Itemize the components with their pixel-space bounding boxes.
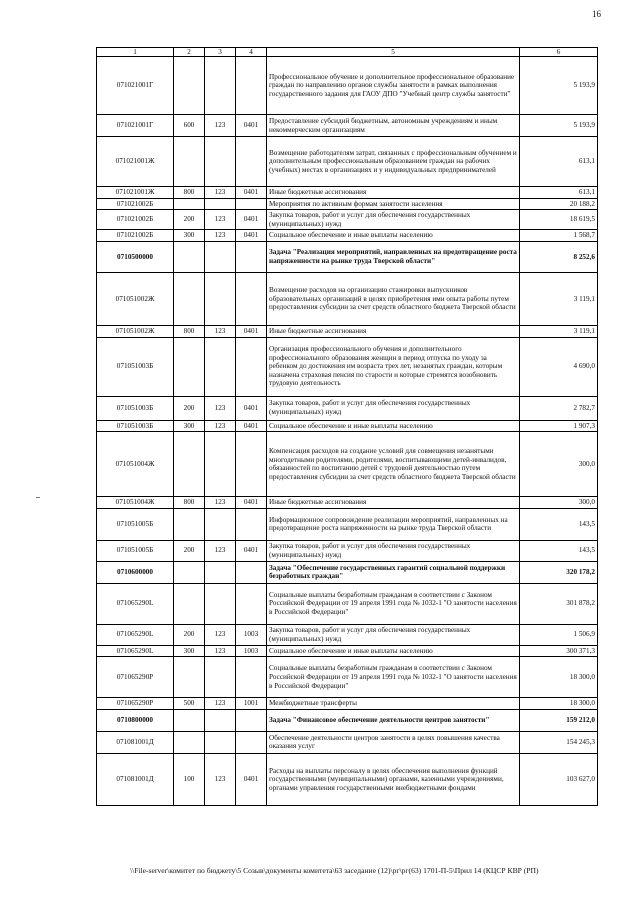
cell-name: Иные бюджетные ассигнования	[267, 325, 520, 337]
cell-amount: 300,0	[520, 497, 598, 509]
cell-amount: 103 627,0	[520, 753, 598, 805]
cell-name: Социальные выплаты безработным гражданам в соответствии с Законом Российской Федерации от 19 апреля 1991 года № 1032-1 "О занятости населения в Российской Федерации"	[267, 583, 520, 624]
cell-name: Закупка товаров, работ и услуг для обеспечения государственных (муниципальных) нужд	[267, 540, 520, 561]
cell-admin: 123	[205, 698, 236, 710]
cell-admin	[205, 272, 236, 325]
cell-admin: 123	[205, 540, 236, 561]
cell-name: Мероприятия по активным формам занятости населения	[267, 198, 520, 210]
table-row	[97, 709, 598, 731]
table-row	[97, 272, 598, 325]
cell-code: 071021001Г	[97, 115, 174, 137]
cell-admin	[205, 508, 236, 540]
table-row	[97, 731, 598, 753]
cell-code: 071051005Б	[97, 540, 174, 561]
cell-amount: 154 245,3	[520, 731, 598, 753]
cell-amount: 3 119,1	[520, 325, 598, 337]
page-number: 16	[592, 9, 601, 19]
cell-code: 071081001Д	[97, 731, 174, 753]
table-row	[97, 508, 598, 540]
cell-admin	[205, 657, 236, 698]
table-row	[97, 497, 598, 509]
cell-kvr: 800	[174, 187, 205, 199]
table-row	[97, 210, 598, 230]
cell-admin	[205, 432, 236, 497]
table-row	[97, 396, 598, 420]
cell-admin	[205, 57, 236, 115]
table-row	[97, 337, 598, 396]
cell-admin	[205, 241, 236, 272]
cell-name: Задача "Обеспечение государственных гарантий социальной поддержки безработных граждан"	[267, 561, 520, 583]
table-row	[97, 540, 598, 561]
cell-kvr	[174, 57, 205, 115]
cell-section: 0401	[236, 396, 267, 420]
cell-code: 071021001Ж	[97, 187, 174, 199]
cell-admin: 123	[205, 497, 236, 509]
cell-kvr	[174, 432, 205, 497]
cell-kvr: 100	[174, 753, 205, 805]
table-row	[97, 624, 598, 645]
cell-kvr	[174, 137, 205, 187]
cell-admin: 123	[205, 396, 236, 420]
cell-code: 071021002Б	[97, 230, 174, 242]
cell-amount: 4 690,0	[520, 337, 598, 396]
cell-kvr: 300	[174, 645, 205, 657]
cell-section	[236, 241, 267, 272]
table-row	[97, 137, 598, 187]
cell-name: Обеспечение деятельности центров занятости в целях повышения качества оказания услуг	[267, 731, 520, 753]
cell-admin	[205, 137, 236, 187]
budget-table	[96, 47, 598, 806]
cell-section	[236, 709, 267, 731]
cell-section: 0401	[236, 753, 267, 805]
cell-amount: 320 178,2	[520, 561, 598, 583]
cell-amount: 1 568,7	[520, 230, 598, 242]
table-row	[97, 241, 598, 272]
cell-code: 071051002Ж	[97, 325, 174, 337]
cell-code: 071021001Г	[97, 57, 174, 115]
cell-section	[236, 657, 267, 698]
cell-section	[236, 432, 267, 497]
cell-code: 071051005Б	[97, 508, 174, 540]
cell-code: 071065290L	[97, 645, 174, 657]
cell-amount: 2 782,7	[520, 396, 598, 420]
cell-kvr	[174, 561, 205, 583]
cell-kvr: 300	[174, 420, 205, 432]
cell-code: 071051004Ж	[97, 497, 174, 509]
table-row	[97, 432, 598, 497]
cell-amount: 613,1	[520, 187, 598, 199]
cell-kvr: 800	[174, 497, 205, 509]
cell-kvr	[174, 241, 205, 272]
table-row	[97, 583, 598, 624]
cell-code: 071081001Д	[97, 753, 174, 805]
cell-name: Компенсация расходов на создание условий для совмещения незанятыми многодетными родителями, родителями, воспитывающими детей-инвалидов, обязанностей по воспитанию детей с трудовой деятельностью путем предоставления субсидии за счет средств областного бюджета Тверской области	[267, 432, 520, 497]
cell-kvr: 200	[174, 396, 205, 420]
cell-admin	[205, 709, 236, 731]
table-row	[97, 645, 598, 657]
cell-kvr	[174, 731, 205, 753]
cell-section: 0401	[236, 420, 267, 432]
header-cell-1: 1	[97, 48, 174, 57]
cell-admin: 123	[205, 210, 236, 230]
cell-admin: 123	[205, 753, 236, 805]
cell-name: Социальные выплаты безработным гражданам в соответствии с Законом Российской Федерации от 19 апреля 1991 года № 1032-1 "О занятости населения в Российской Федерации"	[267, 657, 520, 698]
margin-mark	[36, 497, 40, 498]
cell-name: Расходы на выплаты персоналу в целях обеспечения выполнения функций государственными (муниципальными) органами, казенными учреждениями, органами управления государственными внебюджетными фондами	[267, 753, 520, 805]
cell-kvr: 200	[174, 210, 205, 230]
cell-section: 0401	[236, 115, 267, 137]
cell-code: 071065290Р	[97, 657, 174, 698]
cell-name: Возмещение расходов на организацию стажировки выпускников образовательных организаций в целях приобретения ими опыта работы путем предоставления субсидии за счет средств областного бюджета Тверской области	[267, 272, 520, 325]
cell-name: Закупка товаров, работ и услуг для обеспечения государственных (муниципальных) нужд	[267, 210, 520, 230]
cell-code: 0710800000	[97, 709, 174, 731]
cell-amount: 613,1	[520, 137, 598, 187]
header-cell-2: 2	[174, 48, 205, 57]
table-row	[97, 115, 598, 137]
cell-name: Организация профессионального обучения и дополнительного профессионального образования женщин в период отпуска по уходу за ребенком до достижения им возраста трех лет, незанятых граждан, которым назначена страховая пенсия по старости и которые стремятся возобновить трудовую деятельность	[267, 337, 520, 396]
cell-code: 071065290L	[97, 624, 174, 645]
cell-code: 071051004Ж	[97, 432, 174, 497]
cell-section	[236, 272, 267, 325]
cell-kvr	[174, 583, 205, 624]
cell-kvr: 500	[174, 698, 205, 710]
cell-section	[236, 731, 267, 753]
table-row	[97, 561, 598, 583]
cell-section: 1001	[236, 698, 267, 710]
cell-kvr: 300	[174, 230, 205, 242]
cell-section: 0401	[236, 230, 267, 242]
cell-code: 071051003Б	[97, 420, 174, 432]
table-row	[97, 753, 598, 805]
cell-name: Возмещение работодателям затрат, связанных с профессиональным обучением и дополнительным профессиональным образованием граждан на рабочих (учебных) местах в организациях и у индивидуальных предпринимателей	[267, 137, 520, 187]
cell-name: Межбюджетные трансферты	[267, 698, 520, 710]
cell-admin	[205, 561, 236, 583]
table-row	[97, 657, 598, 698]
cell-kvr: 200	[174, 624, 205, 645]
cell-section: 1003	[236, 624, 267, 645]
cell-amount: 300 371,3	[520, 645, 598, 657]
header-row	[97, 48, 598, 57]
cell-kvr	[174, 272, 205, 325]
cell-name: Закупка товаров, работ и услуг для обеспечения государственных (муниципальных) нужд	[267, 396, 520, 420]
table-row	[97, 198, 598, 210]
cell-amount: 301 878,2	[520, 583, 598, 624]
table-row	[97, 325, 598, 337]
cell-amount: 3 119,1	[520, 272, 598, 325]
cell-name: Информационное сопровождение реализации мероприятий, направленных на предотвращение роста напряженности на рынке труда Тверской области	[267, 508, 520, 540]
cell-amount: 159 212,0	[520, 709, 598, 731]
cell-admin	[205, 198, 236, 210]
budget-table-container	[96, 47, 597, 806]
header-cell-4: 4	[236, 48, 267, 57]
cell-kvr	[174, 657, 205, 698]
cell-admin: 123	[205, 420, 236, 432]
cell-section: 0401	[236, 210, 267, 230]
cell-name: Социальное обеспечение и иные выплаты населению	[267, 230, 520, 242]
cell-kvr	[174, 337, 205, 396]
cell-amount: 18 300,0	[520, 698, 598, 710]
cell-code: 071065290Р	[97, 698, 174, 710]
cell-code: 071021002Б	[97, 210, 174, 230]
cell-amount: 300,0	[520, 432, 598, 497]
cell-amount: 18 619,5	[520, 210, 598, 230]
table-row	[97, 230, 598, 242]
cell-section	[236, 137, 267, 187]
cell-code: 071051003Б	[97, 337, 174, 396]
table-row	[97, 57, 598, 115]
cell-section	[236, 57, 267, 115]
cell-section	[236, 583, 267, 624]
cell-admin: 123	[205, 645, 236, 657]
cell-section: 0401	[236, 325, 267, 337]
cell-admin	[205, 731, 236, 753]
cell-name: Социальное обеспечение и иные выплаты населению	[267, 645, 520, 657]
cell-section: 0401	[236, 187, 267, 199]
header-cell-3: 3	[205, 48, 236, 57]
cell-section: 1003	[236, 645, 267, 657]
cell-kvr: 800	[174, 325, 205, 337]
cell-section: 0401	[236, 540, 267, 561]
cell-amount: 1 907,3	[520, 420, 598, 432]
cell-code: 071051002Ж	[97, 272, 174, 325]
header-cell-6: 6	[520, 48, 598, 57]
cell-name: Социальное обеспечение и иные выплаты населению	[267, 420, 520, 432]
cell-admin: 123	[205, 325, 236, 337]
cell-code: 071065290L	[97, 583, 174, 624]
cell-name: Задача "Финансовое обеспечение деятельности центров занятости"	[267, 709, 520, 731]
table-row	[97, 698, 598, 710]
header-cell-5: 5	[267, 48, 520, 57]
table-row	[97, 187, 598, 199]
cell-code: 071051003Б	[97, 396, 174, 420]
cell-section	[236, 198, 267, 210]
cell-admin: 123	[205, 115, 236, 137]
cell-section	[236, 561, 267, 583]
cell-kvr	[174, 709, 205, 731]
cell-name: Задача "Реализация мероприятий, направленных на предотвращение роста напряженности на рынке труда Тверской области"	[267, 241, 520, 272]
cell-amount: 20 188,2	[520, 198, 598, 210]
cell-name: Иные бюджетные ассигнования	[267, 497, 520, 509]
file-path-footer: \\File-server\комитет по бюджету\5 Созыв\документы комитета\63 заседание (12)\рг\рг(63) 1701-П-5\Прил 14 (КЦСР КВР (РП)	[130, 866, 539, 875]
cell-kvr	[174, 508, 205, 540]
cell-section	[236, 337, 267, 396]
table-row	[97, 420, 598, 432]
cell-name: Иные бюджетные ассигнования	[267, 187, 520, 199]
cell-section: 0401	[236, 497, 267, 509]
cell-kvr: 600	[174, 115, 205, 137]
cell-name: Закупка товаров, работ и услуг для обеспечения государственных (муниципальных) нужд	[267, 624, 520, 645]
cell-admin: 123	[205, 624, 236, 645]
cell-amount: 143,5	[520, 540, 598, 561]
cell-section	[236, 508, 267, 540]
cell-amount: 1 506,9	[520, 624, 598, 645]
cell-amount: 5 193,9	[520, 57, 598, 115]
cell-code: 0710600000	[97, 561, 174, 583]
cell-admin: 123	[205, 187, 236, 199]
cell-admin	[205, 583, 236, 624]
table-body	[97, 48, 598, 806]
cell-code: 0710500000	[97, 241, 174, 272]
cell-admin	[205, 337, 236, 396]
cell-kvr	[174, 198, 205, 210]
cell-admin: 123	[205, 230, 236, 242]
cell-code: 071021001Ж	[97, 137, 174, 187]
cell-code: 071021002Б	[97, 198, 174, 210]
cell-amount: 18 300,0	[520, 657, 598, 698]
cell-name: Предоставление субсидий бюджетным, автономным учреждениям и иным некоммерческим организациям	[267, 115, 520, 137]
cell-amount: 5 193,9	[520, 115, 598, 137]
cell-amount: 8 252,6	[520, 241, 598, 272]
cell-amount: 143,5	[520, 508, 598, 540]
cell-kvr: 200	[174, 540, 205, 561]
cell-name: Профессиональное обучение и дополнительное профессиональное образование граждан по направлению органов службы занятости в рамках выполнения государственного задания для ГАОУ ДПО "Учебный центр службы занятости"	[267, 57, 520, 115]
